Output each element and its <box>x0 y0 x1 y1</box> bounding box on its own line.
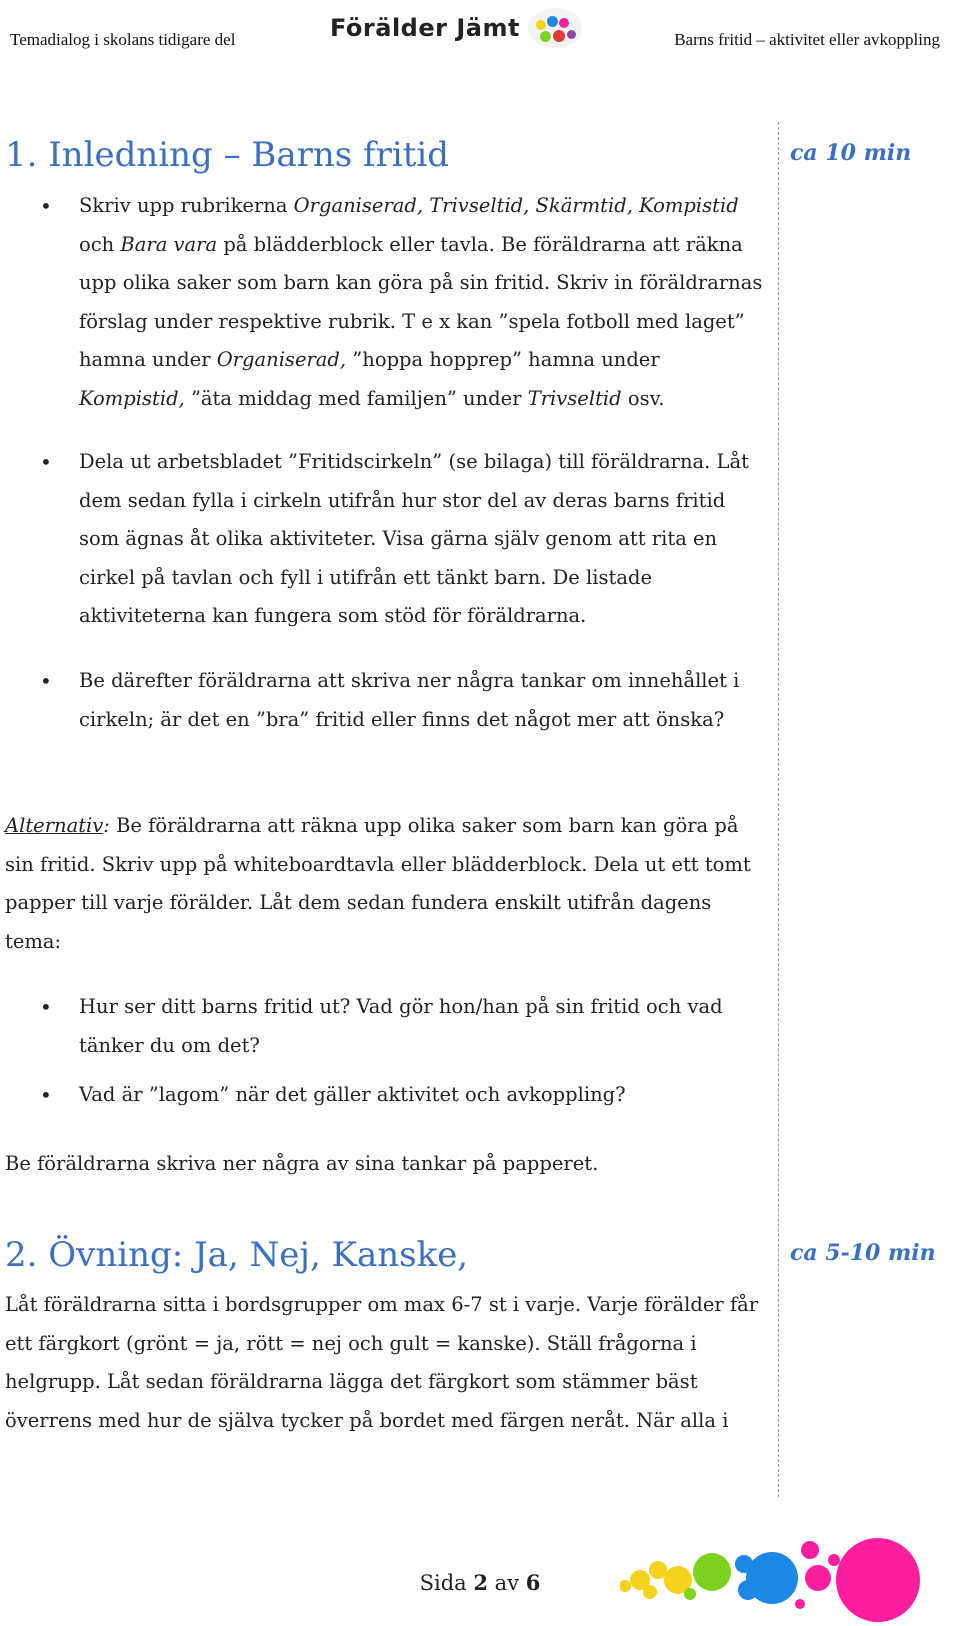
bullet-text: Vad är ”lagom” när det gäller aktivitet och avkoppling? <box>79 1083 626 1106</box>
bullet-icon: • <box>40 669 52 693</box>
brand <box>330 8 582 48</box>
list-item <box>40 662 770 739</box>
bullet-icon: • <box>40 450 52 474</box>
bullet-text: Skriv upp rubrikerna Organiserad, Trivseltid, Skärmtid, Kompistid och Bara vara på blädderblock eller tavla. Be föräldrarna att räkna upp olika saker som barn kan göra på sin fritid. Skriv in föräldrarnas förslag under respektive rubrik. T e x kan ”spela fotboll med laget” hamna under Organiserad, ”hoppa hopprep” hamna under Kompistid, ”äta middag med familjen” under Trivseltid osv. <box>79 194 763 410</box>
bullet-text: Hur ser ditt barns fritid ut? Vad gör hon/han på sin fritid och vad tänker du om det? <box>79 995 723 1057</box>
section-2-heading: 2. Övning: Ja, Nej, Kanske, <box>5 1235 469 1275</box>
bullet-text: Dela ut arbetsbladet ”Fritidscirkeln” (se bilaga) till föräldrarna. Låt dem sedan fylla i cirkeln utifrån hur stor del av deras barns fritid som ägnas åt olika aktiviteter. Visa gärna själv genom att rita en cirkel på tavlan och fyll i utifrån ett tänkt barn. De listade aktiviteterna kan fungera som stöd för föräldrarna. <box>79 450 749 627</box>
column-divider <box>778 122 779 1497</box>
section-1-heading: 1. Inledning – Barns fritid <box>5 135 450 175</box>
section-2-time: ca 5-10 min <box>790 1240 936 1266</box>
decorative-dots-icon <box>620 1530 960 1626</box>
closing-paragraph: Be föräldrarna skriva ner några av sina tankar på papperet. <box>5 1152 599 1175</box>
bullet-icon: • <box>40 194 52 218</box>
alternative-label: Alternativ <box>5 814 104 837</box>
list-item <box>40 187 770 418</box>
list-item <box>40 1076 770 1115</box>
section-1-time: ca 10 min <box>790 140 912 166</box>
bullet-text: Be därefter föräldrarna att skriva ner några tankar om innehållet i cirkeln; är det en ”bra” fritid eller finns det något mer att önska? <box>79 669 740 731</box>
brand-logo-icon <box>528 8 582 48</box>
section-2-text: Låt föräldrarna sitta i bordsgrupper om max 6-7 st i varje. Varje förälder får ett färgkort (grönt = ja, rött = nej och gult = kanske). Ställ frågorna i helgrupp. Låt sedan föräldrarna lägga det färgkort som stämmer bäst överrens med hur de själva tycker på bordet med färgen neråt. När alla i <box>5 1293 759 1432</box>
list-item <box>40 988 770 1065</box>
header-left-title: Temadialog i skolans tidigare del <box>10 30 236 49</box>
alternative-paragraph: Alternativ: Be föräldrarna att räkna upp olika saker som barn kan göra på sin fritid. Skriv upp på whiteboardtavla eller blädderblock. Dela ut ett tomt papper till varje förälder. Låt dem sedan fundera enskilt utifrån dagens tema: <box>5 814 751 953</box>
list-item <box>40 443 770 636</box>
header-right-title: Barns fritid – aktivitet eller avkoppling <box>674 30 940 49</box>
page-number: Sida 2 av 6 <box>419 1570 541 1595</box>
bullet-icon: • <box>40 995 52 1019</box>
brand-name: Förälder Jämt <box>330 14 520 42</box>
bullet-icon: • <box>40 1083 52 1107</box>
